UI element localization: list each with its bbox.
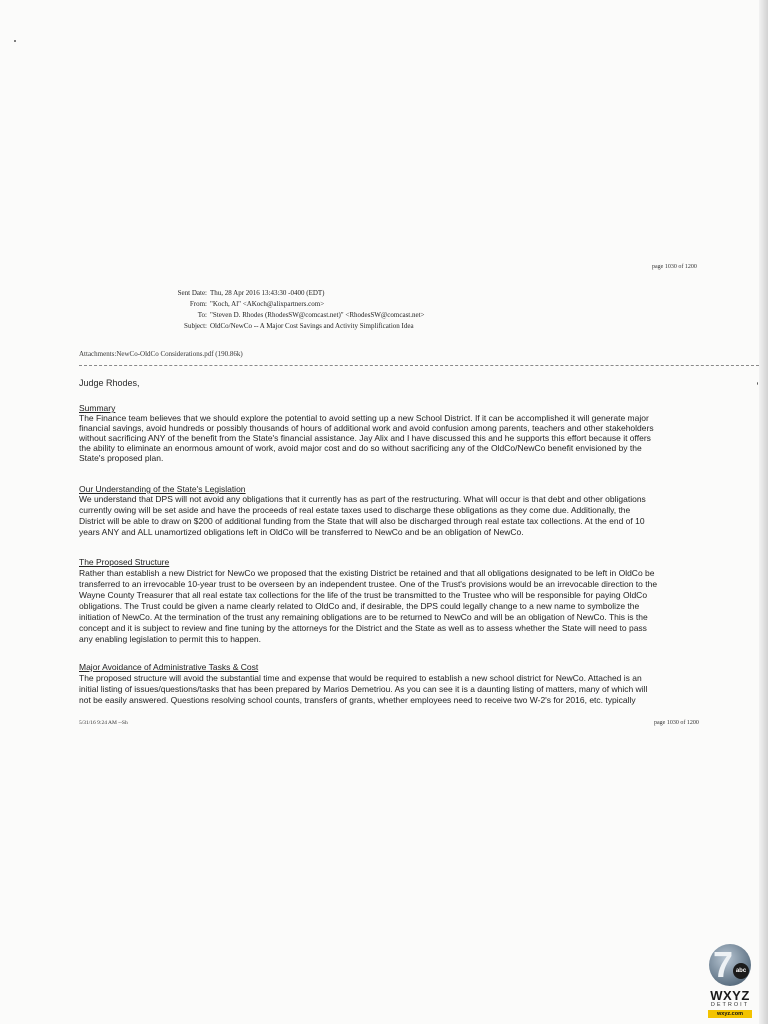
logo-city: DETROIT <box>710 1002 750 1008</box>
sent-date-value: Thu, 28 Apr 2016 13:43:30 -0400 (EDT) <box>210 289 325 297</box>
body-line: The Finance team believes that we should explore the potential to avoid setting up a new School District. If it can be accomplished it will generate major <box>79 413 649 423</box>
body-line: the ability to eliminate an enormous amount of work, avoid major cost and do so without sacrificing any of the OldCo/NewCo benefit envisioned by the <box>79 443 642 453</box>
header-divider <box>79 365 759 366</box>
subject-label: Subject: <box>184 322 207 330</box>
body-line: initiation of NewCo. At the termination of the trust any remaining obligations are to be returned to NewCo and will be an obligation of NewCo. This is the <box>79 612 648 622</box>
body-line: Rather than establish a new District for NewCo we proposed that the existing District be retained and that all obligations designated to be left in OldCo be <box>79 568 655 578</box>
from-label: From: <box>189 300 207 308</box>
page-number-bottom: page 1030 of 1200 <box>654 720 699 726</box>
section-title-understanding: Our Understanding of the State's Legislation <box>79 484 246 494</box>
to-row <box>150 310 470 321</box>
body-line: The proposed structure will avoid the substantial time and expense that would be required to establish a new school district for NewCo. Attached is an <box>79 673 642 683</box>
abc-network-icon: abc <box>733 963 749 979</box>
section-title-summary: Summary <box>79 403 116 413</box>
section-title-proposed-structure: The Proposed Structure <box>79 557 170 567</box>
body-line: State's proposed plan. <box>79 453 164 463</box>
body-line: without sacrificing ANY of the benefit from the State's financial assistance. Jay Alix and I have discussed this and he supports this effort because it offers <box>79 433 651 443</box>
greeting: Judge Rhodes, <box>79 378 140 388</box>
body-line: concept and it is subject to review and fine tuning by the attorneys for the District and the State as well as to assess whether the State will need to pass <box>79 623 647 633</box>
page-edge-shadow <box>759 0 768 1024</box>
logo-call-letters: WXYZ <box>710 988 750 1003</box>
print-timestamp: 5/31/16 9:24 AM --Sh <box>79 720 128 726</box>
section-title-major-avoidance: Major Avoidance of Administrative Tasks & Cost <box>79 662 259 672</box>
station-logo <box>698 944 762 1020</box>
subject-value: OldCo/NewCo -- A Major Cost Savings and Activity Simplification Idea <box>210 322 414 330</box>
body-line: transferred to an irrevocable 10-year trust to be overseen by an independent trustee. One of the Trust's provisions would be an irrevocable direction to the <box>79 579 658 589</box>
body-line: any enabling legislation to permit this to happen. <box>79 634 261 644</box>
body-line: Wayne County Treasurer that all real estate tax collections for the life of the trust be transmitted to the Trustee who will be responsible for paying OldCo <box>79 590 648 600</box>
body-line: District will be able to draw on $200 of additional funding from the State that will also be discharged through real estate tax collections. At the end of 10 <box>79 516 645 526</box>
body-line: initial listing of issues/questions/tasks that has been prepared by Marios Demetriou. As you can see it is a daunting listing of matters, many of which will <box>79 684 648 694</box>
body-line: not be easily answered. Questions resolving school counts, transfers of grants, whether employees need to receive two W-2's for 2016, etc. typically <box>79 695 636 705</box>
to-label: To: <box>197 311 207 319</box>
body-line: years ANY and ALL unamortized obligations left in OldCo will be transferred to NewCo and be an obligation of NewCo. <box>79 527 524 537</box>
logo-numeral: 7 <box>713 944 734 985</box>
body-line: We understand that DPS will not avoid any obligations that it currently has as part of the restructuring. What will occur is that debt and other obligations <box>79 494 646 504</box>
from-row <box>150 299 470 310</box>
subject-row <box>150 321 470 332</box>
from-value: "Koch, Al" <AKoch@alixpartners.com> <box>210 300 325 308</box>
body-line: financial savings, avoid hundreds or possibly thousands of hours of additional work and avoid confusion among parents, teachers and other stakeholders <box>79 423 654 433</box>
body-line: obligations. The Trust could be given a name clearly related to OldCo and, if desirable, the DPS could legally change to a new name to symbolize the <box>79 601 640 611</box>
email-header <box>150 288 470 332</box>
to-value: "Steven D. Rhodes (RhodesSW@comcast.net)" <RhodesSW@comcast.net> <box>210 311 425 319</box>
scan-speck <box>14 40 16 42</box>
logo-url: wxyz.com <box>708 1010 752 1018</box>
sent-date-row <box>150 288 470 299</box>
body-line: currently owing will be set aside and have the proceeds of real estate taxes used to discharge these obligations as they come due. Additionally, the <box>79 505 631 515</box>
sent-date-label: Sent Date: <box>177 289 207 297</box>
attachments-line: Attachments:NewCo-OldCo Considerations.pdf (190.86k) <box>79 350 243 358</box>
scan-speck <box>757 382 758 385</box>
page-number-top: page 1030 of 1200 <box>652 264 697 270</box>
